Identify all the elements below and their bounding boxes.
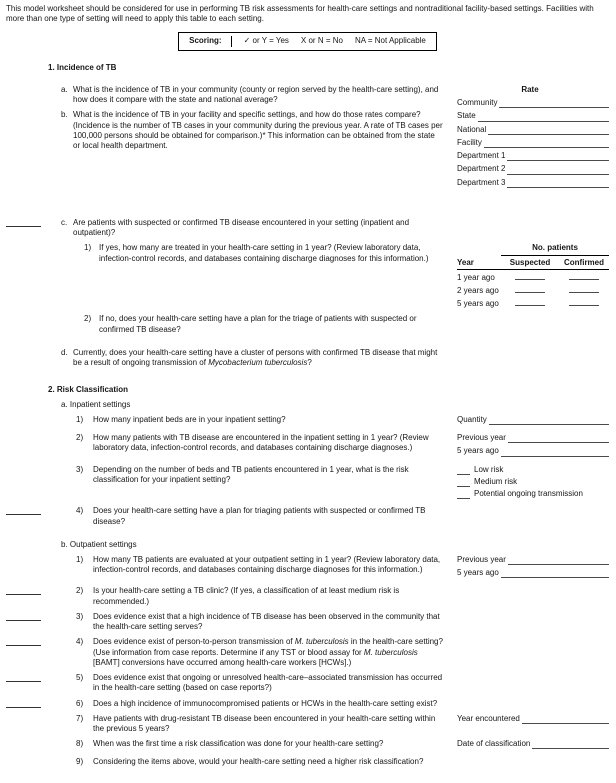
question-1d bbox=[61, 348, 449, 368]
question-marker: 2) bbox=[84, 314, 92, 324]
question-text: Does evidence exist of person-to-person transmission of M. tuberculosis in the health-care setting? (Use information from case reports. Determine if any TST or blood assay for M. tuberculosis [BAMT] conversions have occurred among health-care workers [HCWs].) bbox=[93, 637, 443, 667]
table-row bbox=[457, 283, 609, 296]
question-text: Does your health-care setting have a plan for triaging patients with suspected or confirmed TB disease? bbox=[93, 506, 426, 526]
question-marker: c. bbox=[61, 217, 68, 227]
question-2b2 bbox=[76, 586, 449, 606]
question-text: Have patients with drug-resistant TB disease been encountered in your health-care setting within the previous 5 years? bbox=[93, 713, 436, 734]
rate-line-national[interactable] bbox=[488, 126, 609, 135]
confirmed-blank[interactable] bbox=[569, 273, 599, 280]
confirmed-blank[interactable] bbox=[569, 299, 599, 306]
risk-option-low bbox=[457, 465, 609, 475]
question-text: If no, does your health-care setting have a plan for the triage of patients with suspected or confirmed TB disease? bbox=[99, 314, 417, 334]
question-marker: d. bbox=[61, 347, 68, 357]
suspected-blank[interactable] bbox=[515, 286, 545, 293]
row-2a2 bbox=[48, 433, 609, 459]
row-2b5 bbox=[48, 673, 609, 693]
rate-label: Department 2 bbox=[457, 164, 506, 174]
risk-potential-blank[interactable] bbox=[457, 491, 470, 499]
question-2a2 bbox=[76, 433, 449, 453]
question-text: How many TB patients are evaluated at your outpatient setting in 1 year? (Review laboratory data, infection-control records, and databases containing discharge diagnoses for this information.) bbox=[93, 554, 441, 575]
worksheet-body bbox=[6, 63, 609, 768]
inpatient-settings-title: a. Inpatient settings bbox=[61, 399, 131, 409]
question-text: Does evidence exist that a high incidence of TB disease has been observed in the community that the health-care setting serves? bbox=[93, 611, 440, 632]
italic-species-name: M. tuberculosis bbox=[363, 647, 418, 657]
five-years-ago-line[interactable] bbox=[501, 569, 609, 578]
question-marker: 2) bbox=[76, 433, 84, 443]
row-2b9 bbox=[48, 757, 609, 767]
risk-potential-label: Potential ongoing transmission bbox=[474, 489, 583, 499]
italic-species-name: M. tuberculosis bbox=[294, 637, 349, 647]
five-years-ago-row bbox=[457, 446, 609, 456]
column-suspected: Suspected bbox=[509, 257, 551, 267]
scoring-row bbox=[6, 32, 609, 50]
previous-year-row bbox=[457, 555, 609, 565]
rate-row-state bbox=[457, 111, 609, 121]
previous-year-line[interactable] bbox=[508, 556, 609, 565]
score-blank-2a4[interactable] bbox=[6, 514, 41, 515]
previous-year-row bbox=[457, 433, 609, 443]
rate-line-department2[interactable] bbox=[507, 166, 609, 175]
question-2b7 bbox=[76, 714, 449, 734]
score-blank-2b3[interactable] bbox=[6, 620, 41, 621]
question-marker: b. bbox=[61, 110, 68, 120]
no-patients-title: No. patients bbox=[501, 243, 609, 255]
rate-row-department2 bbox=[457, 164, 609, 174]
question-1c bbox=[61, 218, 449, 238]
risk-low-blank[interactable] bbox=[457, 467, 470, 475]
rate-line-department1[interactable] bbox=[507, 152, 609, 161]
question-text: If yes, how many are treated in your health-care setting in 1 year? (Review laboratory data, infection-control records, and databases containing discharge diagnoses for this information.) bbox=[99, 243, 429, 263]
row-2a3 bbox=[48, 465, 609, 502]
date-of-classification-row bbox=[457, 739, 609, 749]
row-label: 1 year ago bbox=[457, 272, 495, 282]
year-encountered-line[interactable] bbox=[522, 715, 609, 724]
previous-year-label: Previous year bbox=[457, 554, 506, 564]
rate-line-facility[interactable] bbox=[484, 139, 609, 148]
five-years-ago-row bbox=[457, 568, 609, 578]
quantity-line[interactable] bbox=[489, 416, 609, 425]
question-text: Is your health-care setting a TB clinic? (If yes, a classification of at least medium risk is recommended.) bbox=[93, 586, 400, 606]
confirmed-blank[interactable] bbox=[569, 286, 599, 293]
year-encountered-label: Year encountered bbox=[457, 713, 520, 723]
scoring-box bbox=[178, 32, 437, 50]
question-marker: 3) bbox=[76, 611, 84, 621]
question-text: What is the incidence of TB in your community (county or region served by the health-care setting), and how does it compare with the state and national average? bbox=[73, 84, 439, 105]
row-2b1 bbox=[48, 555, 609, 581]
score-blank-1c[interactable] bbox=[6, 226, 41, 227]
quantity-row bbox=[457, 415, 609, 425]
row-2b8 bbox=[48, 739, 609, 752]
five-years-ago-label: 5 years ago bbox=[457, 446, 499, 456]
rate-row-national bbox=[457, 125, 609, 135]
rate-title: Rate bbox=[521, 84, 539, 94]
question-text: Depending on the number of beds and TB patients encountered in 1 year, what is the risk classification for your inpatient setting? bbox=[93, 464, 409, 484]
year-encountered-row bbox=[457, 714, 609, 724]
rate-label: Department 3 bbox=[457, 177, 506, 187]
question-2b3 bbox=[76, 612, 449, 632]
risk-options bbox=[449, 465, 609, 502]
question-1b bbox=[61, 110, 449, 151]
column-year: Year bbox=[457, 257, 474, 267]
row-1c2 bbox=[48, 314, 609, 334]
rate-panel bbox=[449, 85, 609, 191]
row-1d bbox=[48, 348, 609, 368]
question-2b6 bbox=[76, 699, 449, 709]
question-text: Does a high incidence of immunocompromised patients or HCWs in the health-care setting exist? bbox=[93, 698, 438, 708]
italic-species-name: Mycobacterium tuberculosis bbox=[208, 358, 308, 368]
question-marker: 5) bbox=[76, 673, 84, 683]
question-marker: 1) bbox=[76, 554, 84, 564]
scoring-no: X or N = No bbox=[300, 36, 343, 46]
row-2b-title bbox=[48, 540, 609, 550]
question-1c1 bbox=[84, 243, 449, 263]
rate-line-state[interactable] bbox=[478, 113, 609, 122]
previous-year-line[interactable] bbox=[508, 434, 609, 443]
question-2a1 bbox=[76, 415, 449, 425]
risk-medium-label: Medium risk bbox=[474, 476, 518, 486]
question-marker: a. bbox=[61, 84, 68, 94]
spacer bbox=[48, 196, 609, 218]
question-2a4 bbox=[76, 506, 449, 526]
question-text: What is the incidence of TB in your facility and specific settings, and how do those rates compare? (Incidence is the number of TB cases in your community during the previous year. A rate of TB cases per 100,000 persons should be obtained for comparison.)* This information can be obtained from the state or local health department. bbox=[73, 110, 443, 151]
row-2a-title bbox=[48, 400, 609, 410]
question-marker: 1) bbox=[84, 243, 92, 253]
previous-year-label: Previous year bbox=[457, 433, 506, 443]
row-2b6 bbox=[48, 699, 609, 709]
row-1c1 bbox=[48, 243, 609, 309]
rate-line-department3[interactable] bbox=[507, 179, 609, 188]
row-2a1 bbox=[48, 415, 609, 428]
suspected-blank[interactable] bbox=[515, 273, 545, 280]
question-text: How many inpatient beds are in your inpatient setting? bbox=[93, 414, 286, 424]
five-years-ago-label: 5 years ago bbox=[457, 568, 499, 578]
rate-label: Facility bbox=[457, 137, 482, 147]
question-text: Are patients with suspected or confirmed TB disease encountered in your setting (inpatient and outpatient)? bbox=[73, 217, 410, 238]
column-confirmed: Confirmed bbox=[564, 257, 604, 267]
table-row bbox=[457, 270, 609, 283]
spacer bbox=[48, 373, 609, 385]
question-text: Currently, does your health-care setting have a cluster of persons with confirmed TB disease that might be a result of ongoing transmission of Mycobacterium tuberculosis? bbox=[73, 347, 438, 368]
question-text: Considering the items above, would your health-care setting need a higher risk classification? bbox=[93, 757, 424, 767]
rate-row-department3 bbox=[457, 178, 609, 188]
risk-option-potential bbox=[457, 489, 609, 499]
five-years-ago-line[interactable] bbox=[501, 448, 609, 457]
question-marker: 8) bbox=[76, 739, 84, 749]
question-marker: 2) bbox=[76, 586, 84, 596]
rate-row-community bbox=[457, 98, 609, 108]
rate-row-facility bbox=[457, 138, 609, 148]
date-of-classification-label: Date of classification bbox=[457, 739, 531, 749]
question-2b5 bbox=[76, 673, 449, 693]
score-blank-2b2[interactable] bbox=[6, 594, 41, 595]
score-blank-2b5[interactable] bbox=[6, 681, 41, 682]
date-of-classification-line[interactable] bbox=[532, 740, 609, 749]
rate-label: National bbox=[457, 124, 487, 134]
intro-text: This model worksheet should be considered for use in performing TB risk assessments for health-care settings and nontraditional facility-based settings. Facilities with more than one type of setting will need to apply this table to each setting. bbox=[6, 4, 594, 24]
question-marker: 3) bbox=[76, 464, 84, 474]
spacer bbox=[48, 340, 609, 348]
question-2b1 bbox=[76, 555, 449, 575]
row-2b7 bbox=[48, 714, 609, 734]
row-label: 2 years ago bbox=[457, 285, 499, 295]
question-text: How many patients with TB disease are encountered in the inpatient setting in 1 year? (Review laboratory data, infection-control records, and databases containing discharge diagnoses.) bbox=[93, 433, 429, 453]
outpatient-settings-title: b. Outpatient settings bbox=[61, 539, 137, 549]
rate-row-department1 bbox=[457, 151, 609, 161]
question-1a bbox=[61, 85, 449, 105]
score-blank-2b4[interactable] bbox=[6, 645, 41, 646]
no-patients-header bbox=[457, 256, 609, 270]
question-text: When was the first time a risk classification was done for your health-care setting? bbox=[93, 739, 384, 749]
question-marker: 1) bbox=[76, 414, 84, 424]
question-2a3 bbox=[76, 465, 449, 485]
question-2b8 bbox=[76, 739, 449, 749]
question-marker: 7) bbox=[76, 713, 84, 723]
scoring-na: NA = Not Applicable bbox=[354, 36, 426, 46]
row-1c bbox=[48, 218, 609, 238]
section2-title: 2. Risk Classification bbox=[48, 385, 129, 395]
section1-title: 1. Incidence of TB bbox=[48, 62, 117, 72]
no-patients-panel bbox=[449, 243, 609, 309]
rate-line-community[interactable] bbox=[499, 99, 609, 108]
scoring-label: Scoring: bbox=[189, 36, 231, 46]
rate-label: Department 1 bbox=[457, 151, 506, 161]
row-2b3 bbox=[48, 612, 609, 632]
question-marker: 4) bbox=[76, 637, 84, 647]
table-row bbox=[457, 296, 609, 309]
question-1c2 bbox=[84, 314, 449, 334]
risk-low-label: Low risk bbox=[474, 464, 504, 474]
spacer bbox=[48, 532, 609, 540]
row-2b4 bbox=[48, 637, 609, 668]
row-incidence-ab bbox=[48, 85, 609, 191]
rate-label: State bbox=[457, 111, 476, 121]
row-label: 5 years ago bbox=[457, 299, 499, 309]
question-text: Does evidence exist that ongoing or unresolved health-care–associated transmission has occurred in the health-care setting (based on case reports?) bbox=[93, 673, 443, 693]
risk-medium-blank[interactable] bbox=[457, 479, 470, 487]
rate-label: Community bbox=[457, 98, 498, 108]
question-2b4 bbox=[76, 637, 449, 668]
row-2a4 bbox=[48, 506, 609, 526]
score-blank-2b6[interactable] bbox=[6, 707, 41, 708]
question-marker: 4) bbox=[76, 506, 84, 516]
question-marker: 9) bbox=[76, 757, 84, 767]
question-marker: 6) bbox=[76, 698, 84, 708]
quantity-label: Quantity bbox=[457, 414, 487, 424]
risk-option-medium bbox=[457, 477, 609, 487]
scoring-yes: ✓ or Y = Yes bbox=[243, 36, 289, 46]
question-2b9 bbox=[76, 757, 449, 767]
row-2b2 bbox=[48, 586, 609, 606]
suspected-blank[interactable] bbox=[515, 299, 545, 306]
